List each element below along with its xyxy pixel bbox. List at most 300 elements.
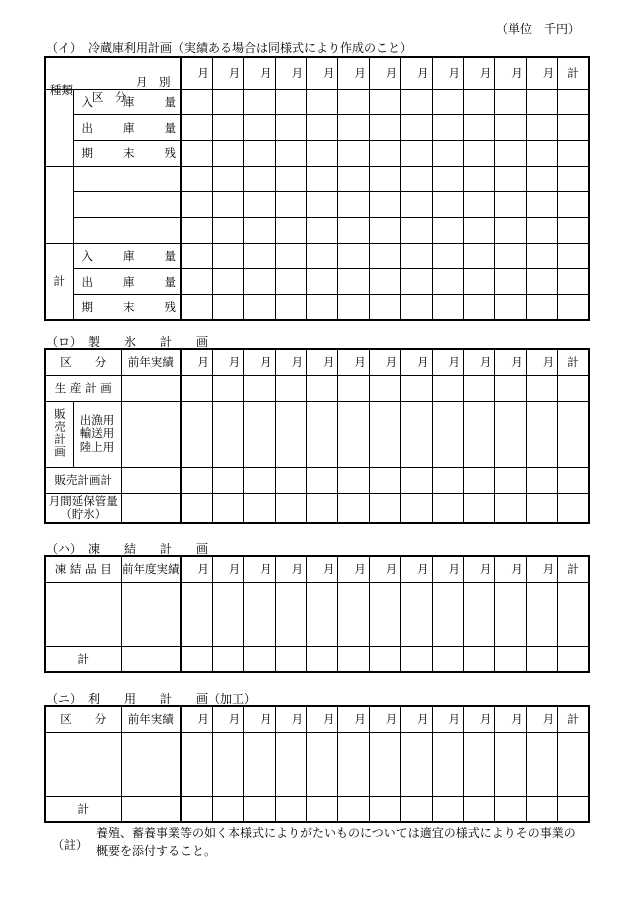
cell [338, 467, 369, 493]
cell [181, 732, 212, 796]
cell [181, 582, 212, 646]
cell [181, 217, 212, 243]
cell [495, 269, 526, 295]
cell [526, 115, 557, 141]
cell [464, 732, 495, 796]
cell [212, 115, 243, 141]
cell [307, 493, 338, 523]
cell [212, 295, 243, 321]
cell [181, 467, 212, 493]
month-header: 月 [181, 556, 212, 582]
month-header: 月 [526, 349, 557, 375]
cell [526, 89, 557, 115]
cell [464, 467, 495, 493]
cell [244, 269, 275, 295]
cell [275, 646, 306, 672]
cell [464, 582, 495, 646]
month-header: 月 [212, 57, 243, 89]
cell [244, 243, 275, 269]
sales-plan-label: 販売計画 [45, 401, 73, 467]
freezing-plan-table [44, 555, 590, 673]
cell [244, 467, 275, 493]
cell [526, 243, 557, 269]
cell [212, 217, 243, 243]
month-header: 月 [464, 706, 495, 732]
cell [338, 89, 369, 115]
month-header: 月 [401, 556, 432, 582]
cell [369, 732, 400, 796]
month-header: 月 [495, 349, 526, 375]
freezing-total: 計 [45, 646, 121, 672]
cell [495, 166, 526, 192]
row-label: 期 末 残 [73, 140, 181, 166]
month-header: 月 [432, 349, 463, 375]
cell [307, 243, 338, 269]
cell [244, 796, 275, 822]
cell [558, 646, 589, 672]
cell [307, 89, 338, 115]
cell [464, 140, 495, 166]
month-header: 月 [244, 556, 275, 582]
section-ni-title: （ニ） 利 用 計 画（加工） [46, 692, 257, 706]
month-header: 月 [275, 556, 306, 582]
cell [526, 796, 557, 822]
cell [526, 217, 557, 243]
row-label [73, 166, 181, 192]
total-header: 計 [558, 57, 589, 89]
cell [244, 582, 275, 646]
cell [212, 140, 243, 166]
cell [244, 375, 275, 401]
cell [369, 295, 400, 321]
cell [275, 467, 306, 493]
cell [181, 796, 212, 822]
cell [558, 401, 589, 467]
cell [307, 646, 338, 672]
cell [432, 582, 463, 646]
row-label: 出 庫 量 [73, 115, 181, 141]
cell [558, 217, 589, 243]
month-header: 月 [464, 556, 495, 582]
row-label: 入 庫 量 [73, 243, 181, 269]
cell [558, 166, 589, 192]
cell [338, 295, 369, 321]
cell [307, 467, 338, 493]
cell [432, 732, 463, 796]
production-plan: 生 産 計 画 [45, 375, 121, 401]
note-line-1: 養殖、蓄養事業等の如く本様式によりがたいものについては適宜の様式によりその事業の [96, 826, 576, 840]
cell [244, 646, 275, 672]
month-header: 月 [369, 706, 400, 732]
month-header: 月 [369, 349, 400, 375]
header-type: 種類 [50, 83, 73, 98]
group-type-b [45, 166, 73, 243]
cell [244, 89, 275, 115]
month-header: 月 [244, 706, 275, 732]
cell [307, 217, 338, 243]
utilization-total: 計 [45, 796, 121, 822]
cell [338, 582, 369, 646]
cell [244, 732, 275, 796]
month-header: 月 [275, 57, 306, 89]
row-label: 入 庫 量 [73, 89, 181, 115]
cell [181, 269, 212, 295]
cell [558, 243, 589, 269]
month-header: 月 [244, 57, 275, 89]
cell [181, 115, 212, 141]
cell [275, 269, 306, 295]
cell [369, 166, 400, 192]
cell [495, 582, 526, 646]
cell [464, 796, 495, 822]
cell [432, 140, 463, 166]
cell [307, 732, 338, 796]
cell [212, 646, 243, 672]
month-header: 月 [464, 349, 495, 375]
header-prev-year: 前年実績 [121, 706, 181, 732]
month-header: 月 [307, 556, 338, 582]
cell [526, 192, 557, 218]
cell [432, 192, 463, 218]
cell [495, 401, 526, 467]
cell [181, 401, 212, 467]
cell [307, 582, 338, 646]
cell [369, 582, 400, 646]
monthly-storage: 月間延保管量 （貯氷） [45, 493, 121, 523]
ice-making-plan-table [44, 348, 590, 524]
header-prev-year: 前年度実績 [121, 556, 181, 582]
header-division: 区 分 [45, 349, 121, 375]
cell [558, 796, 589, 822]
cell [432, 269, 463, 295]
cell [212, 375, 243, 401]
month-header: 月 [181, 706, 212, 732]
cell [464, 401, 495, 467]
month-header: 月 [244, 349, 275, 375]
cell [401, 243, 432, 269]
cell [526, 140, 557, 166]
cell [307, 115, 338, 141]
cell [244, 192, 275, 218]
cell [401, 217, 432, 243]
cell [495, 295, 526, 321]
month-header: 月 [526, 57, 557, 89]
cell [369, 217, 400, 243]
cell [464, 493, 495, 523]
month-header: 月 [495, 556, 526, 582]
month-header: 月 [432, 57, 463, 89]
cell [369, 401, 400, 467]
cell [244, 140, 275, 166]
total-header: 計 [558, 556, 589, 582]
cell [464, 166, 495, 192]
cell [432, 401, 463, 467]
month-header: 月 [526, 706, 557, 732]
month-header: 月 [369, 556, 400, 582]
cell [212, 493, 243, 523]
cell [307, 269, 338, 295]
cell [244, 166, 275, 192]
cell [401, 493, 432, 523]
cell [464, 115, 495, 141]
cell [369, 646, 400, 672]
month-header: 月 [181, 349, 212, 375]
cell [244, 115, 275, 141]
cell [307, 166, 338, 192]
month-header: 月 [526, 556, 557, 582]
cell [432, 295, 463, 321]
month-header: 月 [432, 706, 463, 732]
cell [401, 401, 432, 467]
month-header: 月 [401, 349, 432, 375]
section-i-title: （イ） 冷蔵庫利用計画（実績ある場合は同様式により作成のこと） [46, 41, 413, 55]
cell [338, 646, 369, 672]
cell [558, 192, 589, 218]
cell [401, 140, 432, 166]
sales-items [73, 401, 121, 467]
cell [338, 140, 369, 166]
cell [275, 493, 306, 523]
month-header: 月 [338, 556, 369, 582]
cell [369, 192, 400, 218]
section-ro-title: （ロ） 製 氷 計 画 [46, 335, 209, 349]
cell [307, 192, 338, 218]
cell [495, 89, 526, 115]
cell [495, 140, 526, 166]
month-header: 月 [369, 57, 400, 89]
cell [464, 89, 495, 115]
cell [275, 140, 306, 166]
sales-item-fishing: 出漁用 [79, 413, 115, 428]
cell [432, 217, 463, 243]
cell [275, 375, 306, 401]
month-header: 月 [338, 706, 369, 732]
cell [338, 375, 369, 401]
cell [432, 375, 463, 401]
cell [526, 295, 557, 321]
cell [495, 375, 526, 401]
cell [526, 375, 557, 401]
cell [275, 582, 306, 646]
cell [401, 732, 432, 796]
cell [307, 140, 338, 166]
cell [432, 243, 463, 269]
cell [558, 115, 589, 141]
cell [244, 295, 275, 321]
cold-storage-plan-table [44, 56, 590, 321]
cell [495, 796, 526, 822]
cell [401, 166, 432, 192]
header-division: 区 分 [45, 706, 121, 732]
cell [401, 89, 432, 115]
cell [464, 269, 495, 295]
cell [526, 269, 557, 295]
cell [338, 243, 369, 269]
cell [275, 166, 306, 192]
month-header: 月 [181, 57, 212, 89]
month-header: 月 [307, 349, 338, 375]
cell [212, 732, 243, 796]
note-line-2: 概要を添付すること。 [96, 844, 217, 858]
cell [495, 217, 526, 243]
cell [464, 375, 495, 401]
cell [338, 732, 369, 796]
group-type-a [45, 89, 73, 166]
cell [212, 467, 243, 493]
header-prev-year: 前年実績 [121, 349, 181, 375]
cell [369, 796, 400, 822]
cell [181, 375, 212, 401]
cell [307, 295, 338, 321]
cell [275, 732, 306, 796]
cell [526, 401, 557, 467]
cell [558, 582, 589, 646]
month-header: 月 [212, 349, 243, 375]
cell [401, 796, 432, 822]
month-header: 月 [464, 57, 495, 89]
cell [495, 646, 526, 672]
month-header: 月 [495, 57, 526, 89]
cell [495, 493, 526, 523]
header-item: 凍 結 品 目 [45, 556, 121, 582]
cell [432, 467, 463, 493]
cell [464, 295, 495, 321]
cell [307, 796, 338, 822]
month-header: 月 [338, 57, 369, 89]
cell [307, 401, 338, 467]
cell [464, 217, 495, 243]
month-header: 月 [307, 57, 338, 89]
cell [338, 493, 369, 523]
cell [181, 243, 212, 269]
cell [212, 796, 243, 822]
month-header: 月 [212, 556, 243, 582]
utilization-plan-table [44, 705, 590, 823]
cell [526, 646, 557, 672]
cell [526, 166, 557, 192]
cell [369, 115, 400, 141]
cell [181, 192, 212, 218]
group-total: 計 [45, 243, 73, 320]
sales-plan-total: 販売計画計 [45, 467, 121, 493]
cell [338, 115, 369, 141]
section-ha-title: （ハ） 凍 結 計 画 [46, 542, 209, 556]
cell [495, 467, 526, 493]
cell [526, 467, 557, 493]
cell [275, 115, 306, 141]
cell [338, 796, 369, 822]
cell [432, 166, 463, 192]
cell [464, 192, 495, 218]
cell [495, 115, 526, 141]
note-label: （註） [52, 838, 89, 852]
cell [401, 269, 432, 295]
cell [369, 467, 400, 493]
cell [558, 140, 589, 166]
cell [369, 269, 400, 295]
cell [244, 401, 275, 467]
cell [558, 89, 589, 115]
cell [212, 243, 243, 269]
cell [432, 796, 463, 822]
row-label [73, 217, 181, 243]
cell [275, 295, 306, 321]
cell [464, 243, 495, 269]
total-header: 計 [558, 349, 589, 375]
total-header: 計 [558, 706, 589, 732]
cell [212, 89, 243, 115]
cell [401, 467, 432, 493]
cell [369, 493, 400, 523]
row-label [73, 192, 181, 218]
cell [338, 166, 369, 192]
header-division: 区 分 [92, 90, 127, 105]
cell [401, 115, 432, 141]
cell [401, 295, 432, 321]
cell [244, 217, 275, 243]
cell [558, 467, 589, 493]
cell [495, 732, 526, 796]
month-header: 月 [401, 706, 432, 732]
cell [181, 89, 212, 115]
cell [369, 375, 400, 401]
sales-item-transport: 輸送用 [79, 426, 115, 441]
cell [212, 192, 243, 218]
cell [212, 582, 243, 646]
cell [369, 243, 400, 269]
cell [338, 401, 369, 467]
cell [244, 493, 275, 523]
month-header: 月 [338, 349, 369, 375]
cell [181, 166, 212, 192]
cell [401, 192, 432, 218]
cell [401, 646, 432, 672]
row-label: 期 末 残 [73, 295, 181, 321]
cell [338, 269, 369, 295]
cell [275, 192, 306, 218]
cell [275, 796, 306, 822]
cell [181, 140, 212, 166]
cell [526, 582, 557, 646]
month-header: 月 [275, 706, 306, 732]
row-label: 出 庫 量 [73, 269, 181, 295]
month-header: 月 [275, 349, 306, 375]
month-header: 月 [432, 556, 463, 582]
cell [275, 89, 306, 115]
month-header: 月 [307, 706, 338, 732]
cell [526, 732, 557, 796]
cell [369, 89, 400, 115]
cell [181, 646, 212, 672]
cell [212, 269, 243, 295]
cell [495, 192, 526, 218]
cell [432, 89, 463, 115]
sales-item-land: 陸上用 [79, 439, 115, 454]
month-header: 月 [212, 706, 243, 732]
cell [369, 140, 400, 166]
cell [181, 295, 212, 321]
cell [401, 375, 432, 401]
cell [181, 493, 212, 523]
cell [338, 217, 369, 243]
cell [558, 295, 589, 321]
cell [558, 493, 589, 523]
cell [432, 646, 463, 672]
cell [432, 115, 463, 141]
cell [558, 269, 589, 295]
header-month-by: 月 別 [136, 75, 171, 90]
cell [558, 375, 589, 401]
